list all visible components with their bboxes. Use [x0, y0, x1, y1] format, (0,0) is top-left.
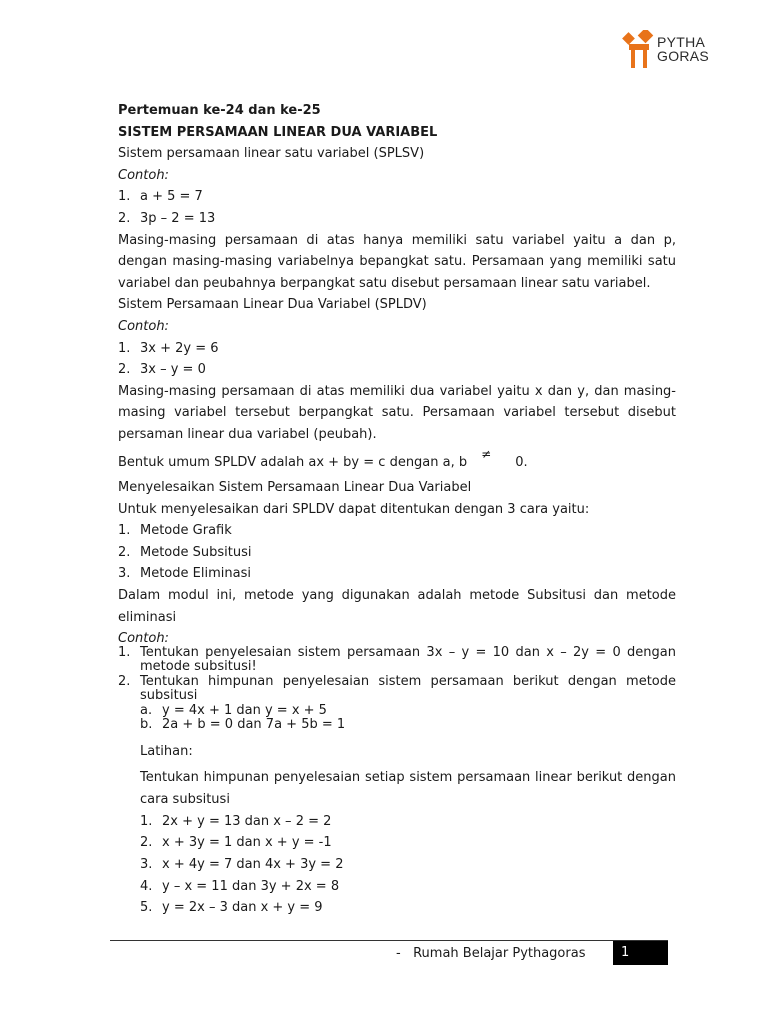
list-text: 2a + b = 0 dan 7a + 5b = 1 [162, 716, 346, 732]
list-item [140, 854, 676, 876]
contoh-label: Contoh: [118, 167, 169, 183]
list-text: x + 4y = 7 dan 4x + 3y = 2 [162, 857, 344, 873]
menyelesaikan-heading: Menyelesaikan Sistem Persamaan Linear Dua Variabel [118, 480, 472, 496]
list-item [140, 897, 676, 919]
list-text: y – x = 11 dan 3y + 2x = 8 [162, 878, 340, 894]
list-text: 2x + y = 13 dan x – 2 = 2 [162, 813, 332, 829]
list-item [140, 832, 676, 854]
spldv-paragraph: Masing-masing persamaan di atas memiliki dua variabel yaitu x dan y, dan masing-masing variabel tersebut berpangkat satu. Persamaan variabel tersebut disebut persaman linear dua variabel (peubah). [118, 383, 676, 442]
logo-line2: GORAS [657, 48, 710, 64]
list-item [118, 520, 676, 542]
list-text: y = 4x + 1 dan y = x + 5 [162, 703, 327, 719]
list-item [140, 876, 676, 898]
list-item [118, 208, 676, 230]
list-text: Tentukan himpunan penyelesaian sistem persamaan berikut dengan metode subsitusi [140, 674, 676, 703]
list-item [118, 186, 676, 208]
list-number: 2. [140, 835, 153, 851]
list-letter: a. [140, 703, 153, 719]
latihan-section [118, 741, 676, 919]
footer-divider [110, 940, 668, 941]
list-number: 2. [118, 362, 131, 378]
logo-line1: PYTHA [657, 34, 706, 50]
list-item [118, 542, 676, 564]
contoh-label: Contoh: [118, 631, 169, 647]
list-text: Metode Eliminasi [140, 566, 251, 582]
bentuk-umum [118, 446, 676, 474]
list-item [118, 359, 676, 381]
splsv-heading: Sistem persamaan linear satu variabel (SPLSV) [118, 146, 425, 162]
list-text: Metode Grafik [140, 523, 232, 539]
list-number: 2. [118, 674, 131, 690]
list-text: x + 3y = 1 dan x + y = -1 [162, 835, 332, 851]
list-item [118, 646, 676, 673]
footer-text [396, 944, 585, 964]
document-body [118, 100, 676, 919]
bentuk-end: 0. [515, 454, 528, 470]
list-letter: b. [140, 716, 153, 732]
footer-dash: - [396, 946, 401, 961]
list-text: 3p – 2 = 13 [140, 210, 216, 226]
list-number: 1. [140, 813, 153, 829]
lesson-title: Pertemuan ke-24 dan ke-25 [118, 103, 321, 118]
modul-paragraph: Dalam modul ini, metode yang digunakan adalah metode Subsitusi dan metode eliminasi [118, 588, 676, 625]
latihan-intro: Tentukan himpunan penyelesaian setiap sistem persamaan linear berikut dengan cara subsitusi [140, 769, 676, 807]
list-text: Metode Subsitusi [140, 544, 252, 560]
list-number: 4. [140, 878, 153, 894]
spldv-heading: Sistem Persamaan Linear Dua Variabel (SPLDV) [118, 297, 427, 313]
cara-intro: Untuk menyelesaikan dari SPLDV dapat ditentukan dengan 3 cara yaitu: [118, 501, 590, 517]
list-number: 2. [118, 210, 131, 226]
list-item [140, 718, 676, 732]
list-text: y = 2x – 3 dan x + y = 9 [162, 900, 323, 916]
list-number: 2. [118, 544, 131, 560]
list-text: Tentukan penyelesaian sistem persamaan 3x – y = 10 dan x – 2y = 0 dengan metode subsitusi! [140, 645, 676, 674]
list-item [118, 563, 676, 585]
logo-text [657, 35, 709, 63]
latihan-label: Latihan: [140, 744, 193, 760]
bentuk-text: Bentuk umum SPLDV adalah ax + by = c dengan a, b [118, 454, 468, 470]
list-item [118, 675, 676, 702]
list-number: 3. [140, 857, 153, 873]
list-number: 3. [118, 566, 131, 582]
not-equal-symbol: ≠ [481, 446, 492, 461]
list-number: 5. [140, 900, 153, 916]
list-text: 3x – y = 0 [140, 362, 206, 378]
list-number: 1. [118, 523, 131, 539]
footer-label: Rumah Belajar Pythagoras [413, 946, 586, 961]
list-item [140, 704, 676, 718]
splsv-paragraph: Masing-masing persamaan di atas hanya memiliki satu variabel yaitu a dan p, dengan masing-masing variabelnya bepangkat satu. Persamaan yang memiliki satu variabel dan peubahnya berpangkat satu disebut persamaan linear satu variabel. [118, 232, 676, 291]
list-text: a + 5 = 7 [140, 189, 203, 205]
list-number: 1. [118, 189, 131, 205]
sub-list [118, 704, 676, 731]
list-number: 1. [118, 340, 131, 356]
list-text: 3x + 2y = 6 [140, 340, 219, 356]
list-item [118, 338, 676, 360]
page-number: 1 [613, 941, 668, 965]
list-item [140, 811, 676, 833]
pythagoras-logo-icon [622, 30, 656, 70]
pythagoras-logo [622, 30, 718, 70]
problem-list [118, 646, 676, 731]
chapter-title: SISTEM PERSAMAAN LINEAR DUA VARIABEL [118, 124, 438, 140]
list-number: 1. [118, 645, 131, 661]
contoh-label: Contoh: [118, 318, 169, 334]
